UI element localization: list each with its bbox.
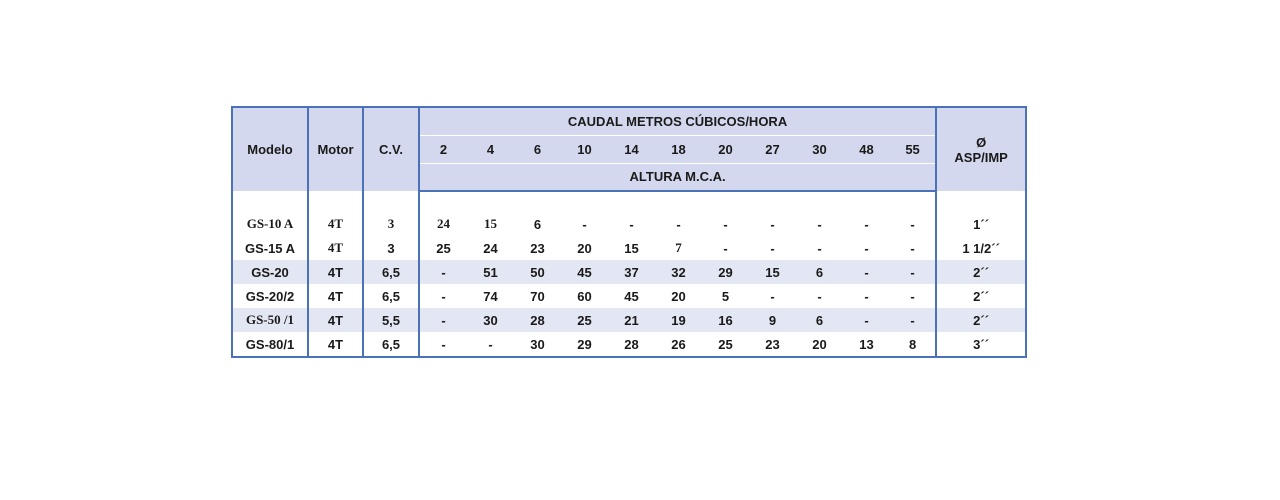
cell-height: - <box>890 284 936 308</box>
cell-height: 25 <box>561 308 608 332</box>
cell-height: 26 <box>655 332 702 357</box>
cell-motor: 4T <box>308 332 363 357</box>
cell-modelo: GS-80/1 <box>232 332 308 357</box>
cell-height: - <box>441 288 446 304</box>
cell-height: 74 <box>483 288 498 304</box>
cell-height: - <box>890 260 936 284</box>
cell-height: 45 <box>561 260 608 284</box>
cell-height: 15 <box>624 240 639 256</box>
cell-height: - <box>890 236 936 260</box>
cell-height: - <box>723 240 728 256</box>
cell-height: 6 <box>533 216 542 232</box>
cell-height: 23 <box>749 332 796 357</box>
cell-height: - <box>629 216 634 232</box>
cell-height: 24 <box>437 216 450 231</box>
cell-height: - <box>843 308 890 332</box>
cell-motor: 4T <box>308 212 363 236</box>
cell-height: 16 <box>702 308 749 332</box>
table-row <box>232 236 1026 260</box>
cell-motor: 4T <box>308 308 363 332</box>
cell-height: 28 <box>608 332 655 357</box>
cell-height: - <box>843 260 890 284</box>
header-flow-27: 27 <box>749 135 796 163</box>
table-row <box>232 212 1026 236</box>
cell-height: 6 <box>796 308 843 332</box>
cell-height: 20 <box>671 288 686 304</box>
cell-height: - <box>676 216 681 232</box>
cell-modelo: GS-15 A <box>232 236 308 260</box>
header-flow-2: 2 <box>419 135 467 163</box>
cell-height: - <box>582 216 587 232</box>
header-flow-55: 55 <box>890 135 936 163</box>
cell-height: - <box>419 332 467 357</box>
cell-diameter: 2´´ <box>936 308 1026 332</box>
cell-motor: 4T <box>308 236 363 260</box>
cell-height: 30 <box>514 332 561 357</box>
diameter-label: ASP/IMP <box>954 149 1008 165</box>
cell-height: - <box>723 216 728 232</box>
cell-cv: 3 <box>363 212 419 236</box>
table-row <box>232 332 1026 357</box>
cell-modelo: GS-20 <box>232 260 308 284</box>
header-altura: ALTURA M.C.A. <box>419 163 936 191</box>
cell-height: 70 <box>530 288 545 304</box>
header-caudal: CAUDAL METROS CÚBICOS/HORA <box>419 107 936 135</box>
cell-modelo: GS-10 A <box>232 212 308 236</box>
header-flow-48: 48 <box>843 135 890 163</box>
cell-diameter: 2´´ <box>936 260 1026 284</box>
cell-height: 51 <box>467 260 514 284</box>
header-flow-4: 4 <box>467 135 514 163</box>
table-row <box>232 260 1026 284</box>
cell-height: - <box>817 288 822 304</box>
cell-height: 45 <box>624 288 639 304</box>
cell-height: 32 <box>655 260 702 284</box>
cell-height: - <box>817 216 822 232</box>
spacer-row <box>232 191 1026 212</box>
cell-height: - <box>770 288 775 304</box>
cell-cv: 3 <box>363 236 419 260</box>
cell-height: 8 <box>890 332 936 357</box>
cell-height: - <box>864 288 869 304</box>
cell-cv: 6,5 <box>363 332 419 357</box>
cell-diameter: 1 1/2´´ <box>936 236 1026 260</box>
cell-height: 60 <box>577 288 592 304</box>
cell-height: 30 <box>467 308 514 332</box>
cell-motor: 4T <box>308 284 363 308</box>
cell-diameter: 3´´ <box>936 332 1026 357</box>
cell-height: - <box>864 240 869 256</box>
cell-height: 28 <box>514 308 561 332</box>
cell-cv: 6,5 <box>363 284 419 308</box>
cell-height: 21 <box>608 308 655 332</box>
cell-height: - <box>890 212 936 236</box>
header-flow-6: 6 <box>514 135 561 163</box>
cell-height: - <box>890 308 936 332</box>
cell-height: 15 <box>484 216 497 231</box>
cell-height: 25 <box>436 240 451 256</box>
cell-cv: 6,5 <box>363 260 419 284</box>
pump-spec-table <box>231 106 1027 358</box>
header-motor: Motor <box>308 107 363 191</box>
cell-height: - <box>817 240 822 256</box>
cell-height: 24 <box>483 240 498 256</box>
header-flow-20: 20 <box>702 135 749 163</box>
table-row <box>232 284 1026 308</box>
header-flow-10: 10 <box>561 135 608 163</box>
cell-modelo: GS-50 /1 <box>232 308 308 332</box>
diameter-symbol: Ø <box>976 134 987 150</box>
cell-height: - <box>467 332 514 357</box>
cell-height: 15 <box>749 260 796 284</box>
header-cv: C.V. <box>363 107 419 191</box>
cell-height: 29 <box>702 260 749 284</box>
cell-modelo: GS-20/2 <box>232 284 308 308</box>
cell-height: 50 <box>514 260 561 284</box>
cell-height: 5 <box>721 288 730 304</box>
cell-height: 29 <box>561 332 608 357</box>
header-flow-30: 30 <box>796 135 843 163</box>
cell-height: - <box>419 260 467 284</box>
cell-height: 25 <box>702 332 749 357</box>
cell-height: - <box>864 216 869 232</box>
cell-height: 7 <box>675 240 682 255</box>
cell-height: 37 <box>608 260 655 284</box>
header-flow-18: 18 <box>655 135 702 163</box>
cell-height: - <box>770 216 775 232</box>
cell-height: 23 <box>530 240 545 256</box>
cell-height: 19 <box>655 308 702 332</box>
table-row <box>232 308 1026 332</box>
cell-height: 6 <box>796 260 843 284</box>
header-modelo: Modelo <box>232 107 308 191</box>
cell-height: - <box>419 308 467 332</box>
header-diameter <box>936 107 1026 191</box>
cell-height: 20 <box>577 240 592 256</box>
cell-height: 20 <box>796 332 843 357</box>
header-flow-14: 14 <box>608 135 655 163</box>
cell-height: - <box>770 240 775 256</box>
cell-height: 13 <box>843 332 890 357</box>
cell-diameter: 1´´ <box>936 212 1026 236</box>
cell-motor: 4T <box>308 260 363 284</box>
cell-diameter: 2´´ <box>936 284 1026 308</box>
cell-height: 9 <box>749 308 796 332</box>
cell-cv: 5,5 <box>363 308 419 332</box>
